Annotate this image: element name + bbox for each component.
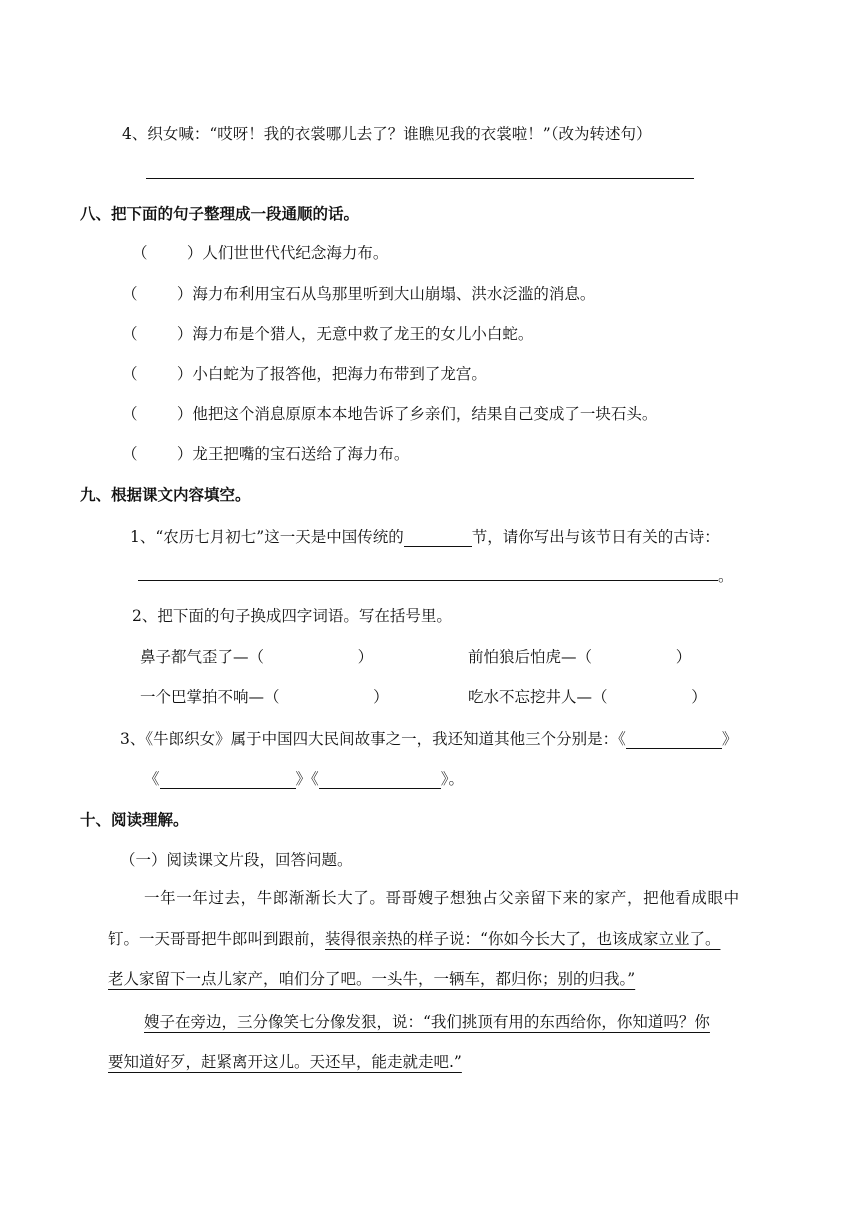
idiom-3-text: 一个巴掌拍不响—	[140, 688, 265, 706]
order-blank-6[interactable]: （ ）	[122, 445, 193, 463]
order-item-4-text: 小白蛇为了报答他，把海力布带到了龙宫。	[192, 365, 487, 383]
order-item-2-text: 海力布利用宝石从鸟那里听到大山崩塌、洪水泛滥的消息。	[192, 285, 596, 303]
folktale-blank-1[interactable]	[626, 728, 722, 749]
idiom-1-blank[interactable]: （ ）	[248, 648, 374, 666]
order-blank-3[interactable]: （ ）	[122, 325, 193, 343]
order-item-5-text: 他把这个消息原原本本地告诉了乡亲们，结果自己变成了一块石头。	[192, 405, 658, 423]
idiom-4-blank[interactable]: （ ）	[592, 688, 707, 706]
order-blank-2[interactable]: （ ）	[122, 285, 193, 303]
idiom-row-1-left	[140, 647, 373, 667]
section-9-title: 九、根据课文内容填空。	[80, 486, 251, 504]
q9-1-end-mark: 。	[718, 567, 734, 585]
order-item-2	[122, 284, 595, 304]
order-item-1-text: 人们世世代代纪念海力布。	[202, 244, 389, 262]
order-item-3	[122, 324, 533, 344]
passage-p2-line-1: 嫂子在旁边，三分像笑七分像发狠，说：“我们挑顶有用的东西给你，你知道吗？你	[144, 1013, 710, 1031]
idiom-2-blank[interactable]: （ ）	[576, 648, 692, 666]
answer-line-q4[interactable]	[146, 178, 694, 179]
question-4-text: 4、织女喊：“哎呀！我的衣裳哪儿去了？谁瞧见我的衣裳啦！”（改为转述句）	[122, 125, 652, 143]
folktale-blank-3[interactable]	[319, 768, 441, 789]
idiom-4-text: 吃水不忘挖井人—	[468, 688, 593, 706]
reading-subheading: （一）阅读课文片段，回答问题。	[120, 851, 353, 869]
passage-p1-line-2	[108, 929, 720, 949]
passage-p1-underlined-b: 老人家留下一点儿家产，咱们分了吧。一头牛，一辆车，都归你；别的归我。”	[108, 970, 636, 988]
q9-3-text-b: 》	[721, 730, 738, 748]
passage-p1-underlined-a: 装得很亲热的样子说：“你如今长大了，也该成家立业了。	[325, 930, 721, 948]
order-item-5	[122, 404, 657, 424]
q9-3-text-c: 《	[144, 770, 160, 788]
order-item-4	[122, 364, 487, 384]
order-item-6-text: 龙王把嘴的宝石送给了海力布。	[192, 445, 410, 463]
idiom-1-text: 鼻子都气歪了—	[140, 648, 249, 666]
poem-answer-line[interactable]	[138, 580, 718, 581]
order-item-3-text: 海力布是个猎人，无意中救了龙王的女儿小白蛇。	[192, 325, 534, 343]
q9-1-text-a: 1、“农历七月初七”这一天是中国传统的	[130, 528, 404, 546]
order-item-1	[132, 243, 388, 263]
idiom-2-text: 前怕狼后怕虎—	[468, 648, 577, 666]
idiom-row-1-right	[468, 647, 691, 667]
idiom-row-2-right	[468, 687, 707, 707]
question-9-1	[130, 526, 720, 547]
q9-3-text-e: 》。	[440, 770, 465, 788]
order-blank-5[interactable]: （ ）	[122, 405, 193, 423]
question-9-3	[120, 728, 737, 749]
passage-p1-line-1: 一年一年过去，牛郎渐渐长大了。哥哥嫂子想独占父亲留下来的家产，把他看成眼中	[144, 889, 740, 907]
q9-3-text-d: 》《	[295, 770, 319, 788]
question-9-3-line-2	[144, 768, 464, 789]
idiom-3-blank[interactable]: （ ）	[264, 688, 389, 706]
section-8-title: 八、把下面的句子整理成一段通顺的话。	[80, 205, 360, 223]
idiom-row-2-left	[140, 687, 389, 707]
folktale-blank-2[interactable]	[160, 768, 296, 789]
section-10-title: 十、阅读理解。	[80, 811, 189, 829]
q9-3-text-a: 3、《牛郎织女》属于中国四大民间故事之一，我还知道其他三个分别是：《	[120, 730, 626, 748]
order-blank-4[interactable]: （ ）	[122, 365, 193, 383]
festival-blank[interactable]	[404, 526, 472, 547]
order-blank-1[interactable]: （ ）	[132, 244, 203, 262]
passage-p2-line-2: 要知道好歹，赶紧离开这儿。天还早，能走就走吧.”	[108, 1053, 462, 1071]
q9-1-text-b: 节，请你写出与该节日有关的古诗：	[471, 528, 720, 546]
passage-p1-line-2a: 钉。一天哥哥把牛郎叫到跟前，	[108, 930, 326, 948]
order-item-6	[122, 444, 409, 464]
question-9-2: 2、把下面的句子换成四字词语。写在括号里。	[132, 607, 452, 625]
